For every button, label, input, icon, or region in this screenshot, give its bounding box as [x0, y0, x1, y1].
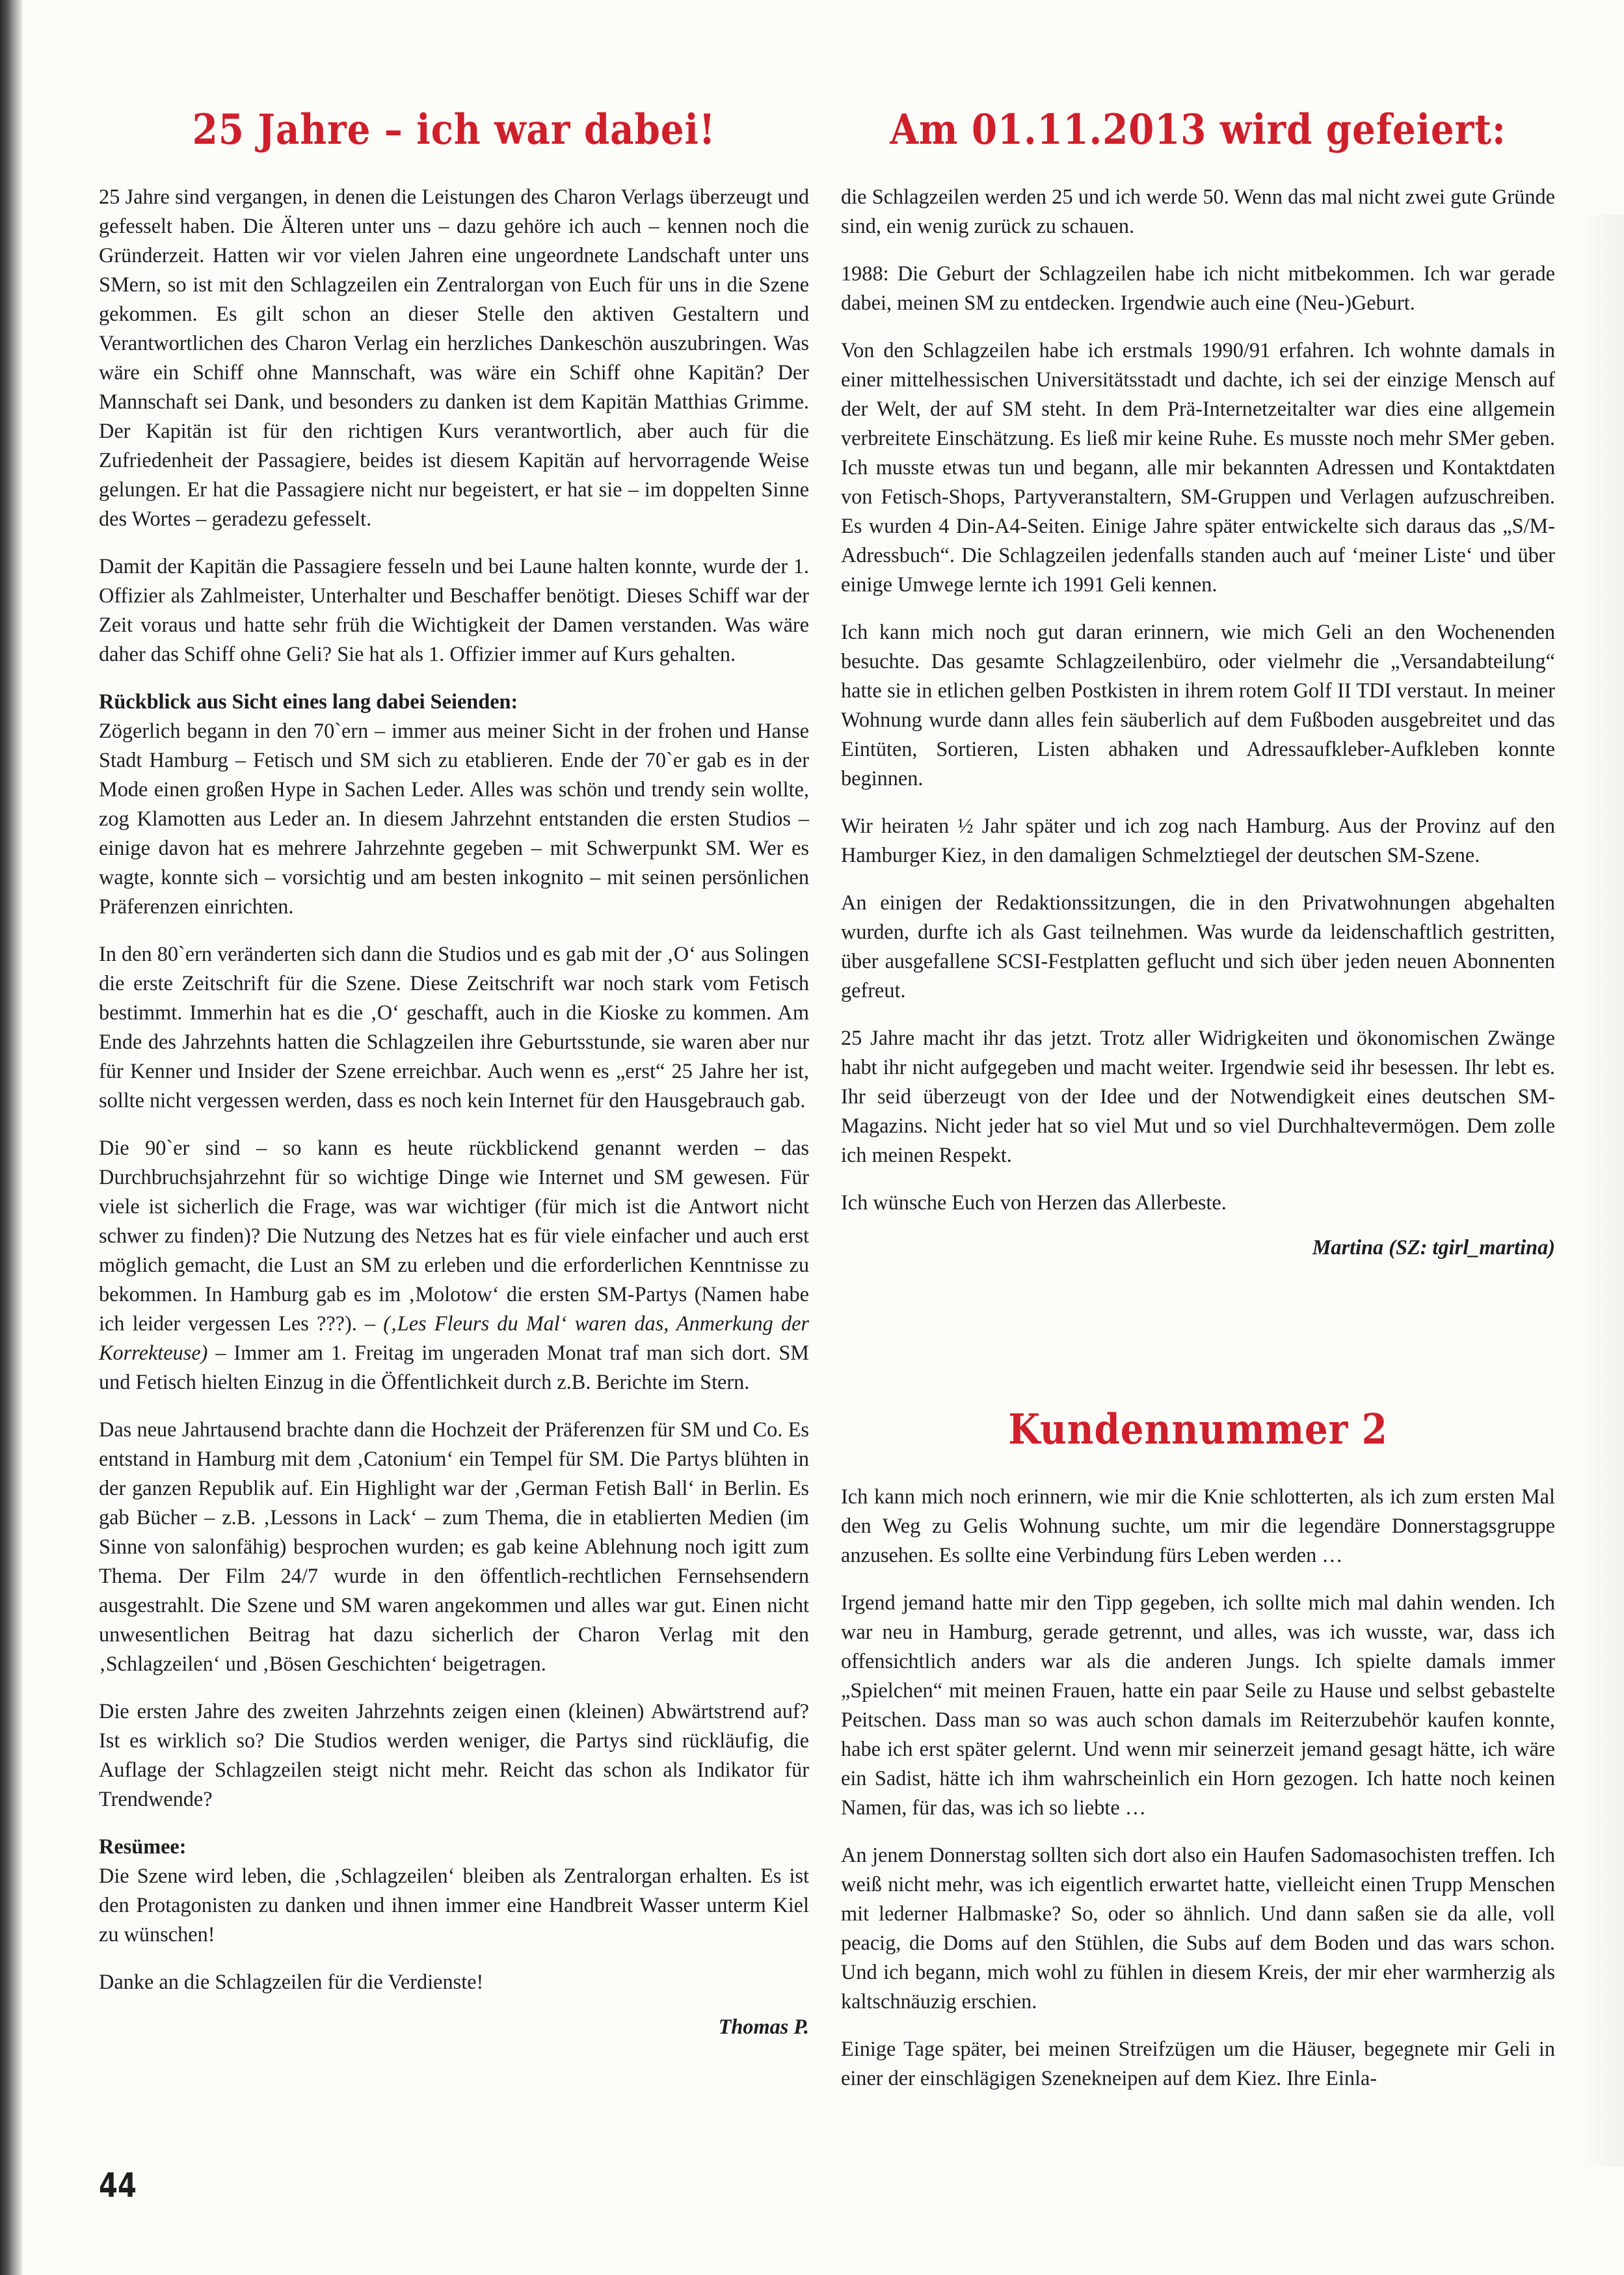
subheading-resuemee: Resümee:	[99, 1835, 187, 1858]
article-title-kundennummer: Kundennummer 2	[1008, 1405, 1388, 1454]
page-edge-shade	[1578, 215, 1624, 2166]
paragraph: Ich kann mich noch gut daran erinnern, wie mich Geli an den Wochenenden besuchte. Das gesamte Schlagzeilenbüro, oder vielmehr die „Versandabteilung“ hatte sie in etlichen gelben Postkisten in ihrem rotem Golf II TDI verstaut. In meiner Wohnung wurde dann alles fein säuberlich auf dem Fußboden ausgebreitet und das Eintüten, Sortieren, Listen abhaken und Adressaufkleber-Aufkleben konnte beginnen.	[841, 620, 1555, 790]
paragraph: Die Szene wird leben, die ‚Schlagzeilen‘ bleiben als Zentralorgan erhalten. Es ist den Protagonisten zu danken und ihnen immer eine Handbreit Wasser unterm Kiel zu wünschen!	[99, 1864, 809, 1946]
editor-note: (‚Les Fleurs du Mal‘ waren das, Anmerkung der Korrekteuse)	[99, 1312, 809, 1364]
paragraph: Von den Schlagzeilen habe ich erstmals 1990/91 erfahren. Ich wohnte damals in einer mittelhessischen Universitätsstadt und dachte, ich sei der einzige Mensch auf der Welt, der auf SM steht. In dem Prä-Internetzeitalter war dies eine allgemein verbreitete Einschätzung. Es ließ mir keine Ruhe. Es musste noch mehr SMer geben. Ich musste etwas tun und begann, alle mir bekannten Adressen und Kontaktdaten von Fetisch-Shops, Partyveranstaltern, SM-Gruppen und Verlagen aufzuschreiben. Es wurden 4 Din-A4-Seiten. Einige Jahre später entwickelte sich daraus das „S/M-Adressbuch“. Die Schlagzeilen jedenfalls standen auch auf ‘meiner Liste‘ und über einige Umwege lernte ich 1991 Geli kennen.	[841, 338, 1555, 596]
paragraph: An jenem Donnerstag sollten sich dort also ein Haufen Sadomasochisten treffen. Ich weiß nicht mehr, was ich eigentlich erwartet hatte, vielleicht einen Trupp Menschen mit lederner Halbmaske? So, oder so ähnlich. Und dann saßen sie da alle, voll peacig, die Doms auf den Stühlen, die Subs auf dem Boden und das wars schon. Und ich begann, mich wohl zu fühlen in diesem Kreis, der mir eher warmherzig als kaltschnäuzig erschien.	[841, 1843, 1555, 2013]
article-title-25-jahre: 25 Jahre – ich war dabei!	[192, 105, 716, 154]
paragraph: Zögerlich begann in den 70`ern – immer aus meiner Sicht in der frohen und Hanse Stadt Hamburg – Fetisch und SM sich zu etablieren. Ende der 70`er gab es in der Mode einen großen Hype in Sachen Leder. Alles was schön und trendy sein wollte, zog Klamotten aus Leder an. In diesem Jahrzehnt entstanden die ersten Studios – einige davon hat es mehrere Jahrzehnte gegeben – mit Schwerpunkt SM. Wer es wagte, konnte sich – vorsichtig und am besten inkognito – mit seinen persönlichen Präferenzen einrichten.	[99, 719, 809, 918]
paragraph: 1988: Die Geburt der Schlagzeilen habe ich nicht mitbekommen. Ich war gerade dabei, meinen SM zu entdecken. Irgendwie auch eine (Neu-)Geburt.	[841, 262, 1555, 314]
paragraph: Danke an die Schlagzeilen für die Verdienste!	[99, 1970, 484, 1993]
left-column	[99, 98, 809, 2060]
paragraph: 25 Jahre sind vergangen, in denen die Leistungen des Charon Verlags überzeugt und gefesselt haben. Die Älteren unter uns – dazu gehöre ich auch – kennen noch die Gründerzeit. Hatten wir vor vielen Jahren eine ungeordnete Landschaft unter uns SMern, so ist mit den Schlagzeilen ein Zentralorgan von Euch für uns in die Szene gekommen. Es gilt schon an dieser Stelle den aktiven Gestaltern und Verantwortlichen des Charon Verlag ein herzliches Dankeschön auszubringen. Was wäre ein Schiff ohne Mannschaft, was wäre ein Schiff ohne Kapitän? Der Mannschaft sei Dank, und besonders zu danken ist dem Kapitän Matthias Grimme. Der Kapitän ist für den richtigen Kurs verantwortlich, aber auch für die Zufriedenheit der Passagiere, beides ist diesem Kapitän auf hervorragende Weise gelungen. Er hat die Passagiere nicht nur begeistert, er hat sie – im doppelten Sinne des Wortes – geradezu gefesselt.	[99, 185, 809, 530]
paragraph: Wir heiraten ½ Jahr später und ich zog nach Hamburg. Aus der Provinz auf den Hamburger Kiez, in den damaligen Schmelztiegel der deutschen SM-Szene.	[841, 814, 1555, 867]
paragraph: Ich wünsche Euch von Herzen das Allerbeste.	[841, 1191, 1227, 1214]
paragraph: Das neue Jahrtausend brachte dann die Hochzeit der Präferenzen für SM und Co. Es entstand in Hamburg mit dem ‚Catonium‘ ein Tempel für SM. Die Partys blühten in der ganzen Republik auf. Ein Highlight war der ‚German Fetish Ball‘ in Berlin. Es gab Bücher – z.B. ‚Lessons in Lack‘ – zum Thema, die in etablierten Medien (im Sinne von salonfähig) besprochen wurden; es gab keine Ablehnung noch igitt zum Thema. Der Film 24/7 wurde in den öffentlich-rechtlichen Fernsehsendern ausgestrahlt. Die Szene und SM waren angekommen und alles war gut. Einen nicht unwesentlichen Beitrag hat dazu sicherlich der Charon Verlag mit den ‚Schlagzeilen‘ und ‚Bösen Geschichten‘ beigetragen.	[99, 1418, 809, 1675]
paragraph: Irgend jemand hatte mir den Tipp gegeben, ich sollte mich mal dahin wenden. Ich war neu in Hamburg, gerade getrennt, und alles, was ich wusste, war, dass ich offensichtlich anders war als die anderen Jungs. Ich spielte damals immer „Spielchen“ mit meinen Frauen, hatte ein paar Seile zu Hause und selbst gebastelte Peitschen. Dass man so was auch schon damals im Reiterzubehör kaufen konnte, habe ich erst später gelernt. Und wenn mir seinerzeit jemand gesagt hätte, ich wäre ein Sadist, hätte ich ihm wahrscheinlich ein Horn gezogen. Ich hatte noch keinen Namen, für das, was ich so liebte …	[841, 1591, 1555, 1819]
spacer	[841, 1280, 1555, 1397]
page-number: 44	[99, 2166, 137, 2205]
text-run: – Immer am 1. Freitag im ungeraden Monat traf man sich dort. SM und Fetisch hielten Einzug in die Öffentlichkeit durch z.B. Berichte im Stern.	[99, 1341, 809, 1393]
paragraph: die Schlagzeilen werden 25 und ich werde 50. Wenn das mal nicht zwei gute Gründe sind, ein wenig zurück zu schauen.	[841, 185, 1555, 237]
paragraph: 25 Jahre macht ihr das jetzt. Trotz aller Widrigkeiten und ökonomischen Zwänge habt ihr nicht aufgegeben und macht weiter. Irgendwie seid ihr besessen. Ihr lebt es. Ihr seid überzeugt von der Idee und der Notwendigkeit eines deutschen SM-Magazins. Nicht jeder hat so viel Mut und so viel Durchhaltevermögen. Dem zolle ich meinen Respekt.	[841, 1026, 1555, 1166]
author-signature: Thomas P.	[718, 2015, 809, 2038]
author-signature: Martina (SZ: tgirl_martina)	[1312, 1235, 1555, 1259]
article-title-gefeiert: Am 01.11.2013 wird gefeiert:	[890, 105, 1506, 154]
binding-spine	[0, 0, 22, 2275]
right-column	[841, 98, 1555, 2111]
text-run: Die 90`er sind – so kann es heute rückblickend genannt werden – das Durchbruchsjahrzehnt für so wichtige Dinge wie Internet und SM gewesen. Für viele ist sicherlich die Frage, was war wichtiger (für mich ist die Antwort nicht schwer zu finden)? Die Nutzung des Netzes hat es für viele einfacher und auch erst möglich gemacht, die Lust an SM zu erleben und die erforderlichen Kenntnisse zu bekommen. In Hamburg gab es im ‚Molotow‘ die ersten SM-Partys (Namen habe ich leider vergessen Les ???). –	[99, 1136, 809, 1335]
paragraph: An einigen der Redaktionssitzungen, die in den Privatwohnungen abgehalten wurden, durfte ich als Gast teilnehmen. Was wurde da leidenschaftlich gestritten, über ausgefallene SCSI-Festplatten geflucht und sich über jeden neuen Abonnenten gefreut.	[841, 891, 1555, 1002]
paragraph: In den 80`ern veränderten sich dann die Studios und es gab mit der ‚O‘ aus Solingen die erste Zeitschrift für die Szene. Diese Zeitschrift war noch stark vom Fetisch bestimmt. Immerhin hat es die ‚O‘ geschafft, auch in die Kioske zu kommen. Am Ende des Jahrzehnts hatten die Schlagzeilen ihre Geburtsstunde, sie waren aber nur für Kenner und Insider der Szene erreichbar. Auch wenn es „erst“ 25 Jahre her ist, sollte nicht vergessen werden, dass es noch kein Internet für den Hausgebrauch gab.	[99, 942, 809, 1112]
subheading-rueckblick: Rückblick aus Sicht eines lang dabei Seienden:	[99, 690, 518, 713]
paragraph-90er	[99, 1133, 809, 1397]
paragraph: Die ersten Jahre des zweiten Jahrzehnts zeigen einen (kleinen) Abwärtstrend auf? Ist es wirklich so? Die Studios werden weniger, die Partys sind rückläufig, die Auflage der Schlagzeilen steigt nicht mehr. Reicht das schon als Indikator für Trendwende?	[99, 1699, 809, 1811]
paragraph: Ich kann mich noch erinnern, wie mir die Knie schlotterten, als ich zum ersten Mal den Weg zu Gelis Wohnung suchte, um mir die legendäre Donnerstagsgruppe anzusehen. Es sollte eine Verbindung fürs Leben werden …	[841, 1485, 1555, 1567]
paragraph: Einige Tage später, bei meinen Streifzügen um die Häuser, begegnete mir Geli in einer der einschlägigen Szenekneipen auf dem Kiez. Ihre Einla-	[841, 2037, 1555, 2090]
paragraph: Damit der Kapitän die Passagiere fesseln und bei Laune halten konnte, wurde der 1. Offizier als Zahlmeister, Unterhalter und Beschaffer benötigt. Dieses Schiff war der Zeit voraus und hatte sehr früh die Wichtigkeit der Damen verstanden. Was wäre daher das Schiff ohne Geli? Sie hat als 1. Offizier immer auf Kurs gehalten.	[99, 554, 809, 666]
